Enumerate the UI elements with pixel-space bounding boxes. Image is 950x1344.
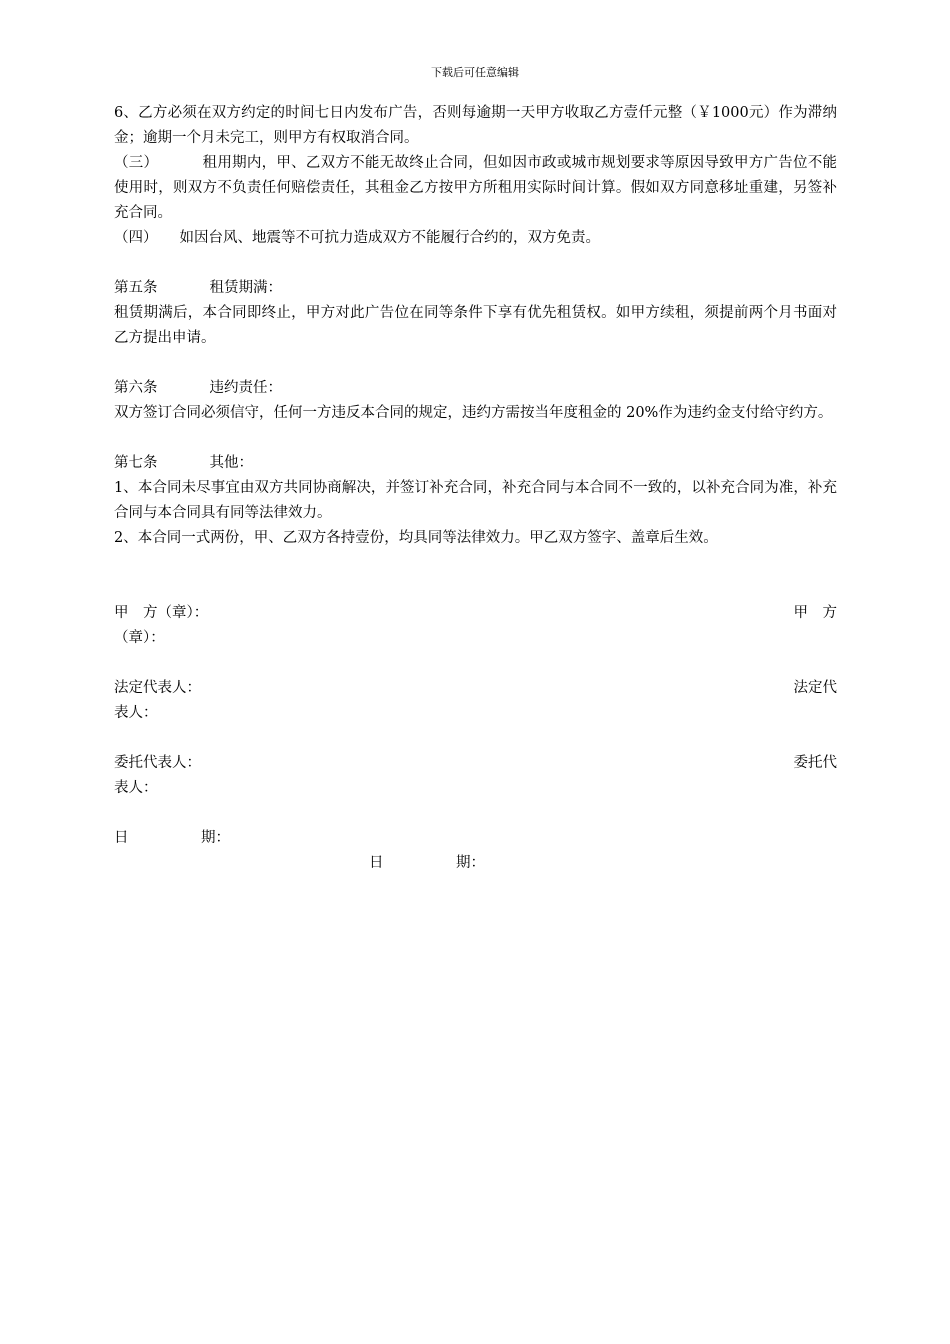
clause-item-6: 6、乙方必须在双方约定的时间七日内发布广告，否则每逾期一天甲方收取乙方壹仟元整（￥1000元）作为滞纳金；逾期一个月未完工，则甲方有权取消合同。 — [114, 105, 837, 146]
party-a-seal-label: 甲 方（章）： — [114, 605, 209, 621]
party-b-legal-rep-label: 法定代 — [793, 680, 837, 696]
article-7-title: 其他： — [209, 455, 253, 471]
article-5-text: 租赁期满后，本合同即终止，甲方对此广告位在同等条件下享有优先租赁权。如甲方续租，须提前两个月书面对乙方提出申请。 — [114, 305, 837, 346]
clause-item-3-number: （三） — [114, 155, 159, 171]
article-6-title: 违约责任： — [209, 380, 282, 396]
clause-item-3 — [114, 151, 837, 226]
party-b-seal-label: 甲 方 — [793, 605, 837, 621]
article-7-number: 第七条 — [114, 455, 158, 471]
signature-agent-row — [114, 751, 837, 776]
article-5-number: 第五条 — [114, 280, 158, 296]
clause-item-3-text: 租用期内，甲、乙双方不能无故终止合同，但如因市政或城市规划要求等原因导致甲方广告位不能使用时，则双方不负责任何赔偿责任，其租金乙方按甲方所租用实际时间计算。假如双方同意移址重建，另签补充合同。 — [114, 155, 838, 221]
contract-body — [114, 101, 837, 876]
article-7-heading — [114, 451, 837, 476]
party-b-seal-label-wrap: （章）： — [114, 630, 165, 646]
party-b-agent-label-wrap: 表人： — [114, 780, 158, 796]
article-7-item-2: 2、本合同一式两份，甲、乙双方各持壹份，均具同等法律效力。甲乙双方签字、盖章后生效。 — [114, 530, 718, 546]
page-header: 下载后可任意编辑 — [431, 66, 519, 79]
clause-item-4-text: 如因台风、地震等不可抗力造成双方不能履行合约的，双方免责。 — [179, 230, 600, 246]
article-6-heading — [114, 376, 837, 401]
signature-legal-row — [114, 676, 837, 701]
article-5-title: 租赁期满： — [209, 280, 282, 296]
party-b-legal-rep-label-wrap: 表人： — [114, 705, 158, 721]
clause-item-4-number: （四） — [114, 230, 158, 246]
article-6-number: 第六条 — [114, 380, 158, 396]
party-b-agent-label: 委托代 — [793, 755, 837, 771]
article-5-heading — [114, 276, 837, 301]
article-7-item-1: 1、本合同未尽事宜由双方共同协商解决，并签订补充合同，补充合同与本合同不一致的，以补充合同为准，补充合同与本合同具有同等法律效力。 — [114, 480, 837, 521]
party-a-date-label: 日 期： — [114, 830, 230, 846]
article-6-text: 双方签订合同必须信守，任何一方违反本合同的规定，违约方需按当年度租金的 20%作为违约金支付给守约方。 — [114, 405, 833, 421]
signature-block — [114, 601, 837, 876]
party-a-agent-label: 委托代表人： — [114, 755, 201, 771]
party-a-legal-rep-label: 法定代表人： — [114, 680, 201, 696]
signature-party-row — [114, 601, 837, 626]
party-b-date-label: 日 期： — [369, 855, 485, 871]
clause-item-4 — [114, 226, 837, 251]
